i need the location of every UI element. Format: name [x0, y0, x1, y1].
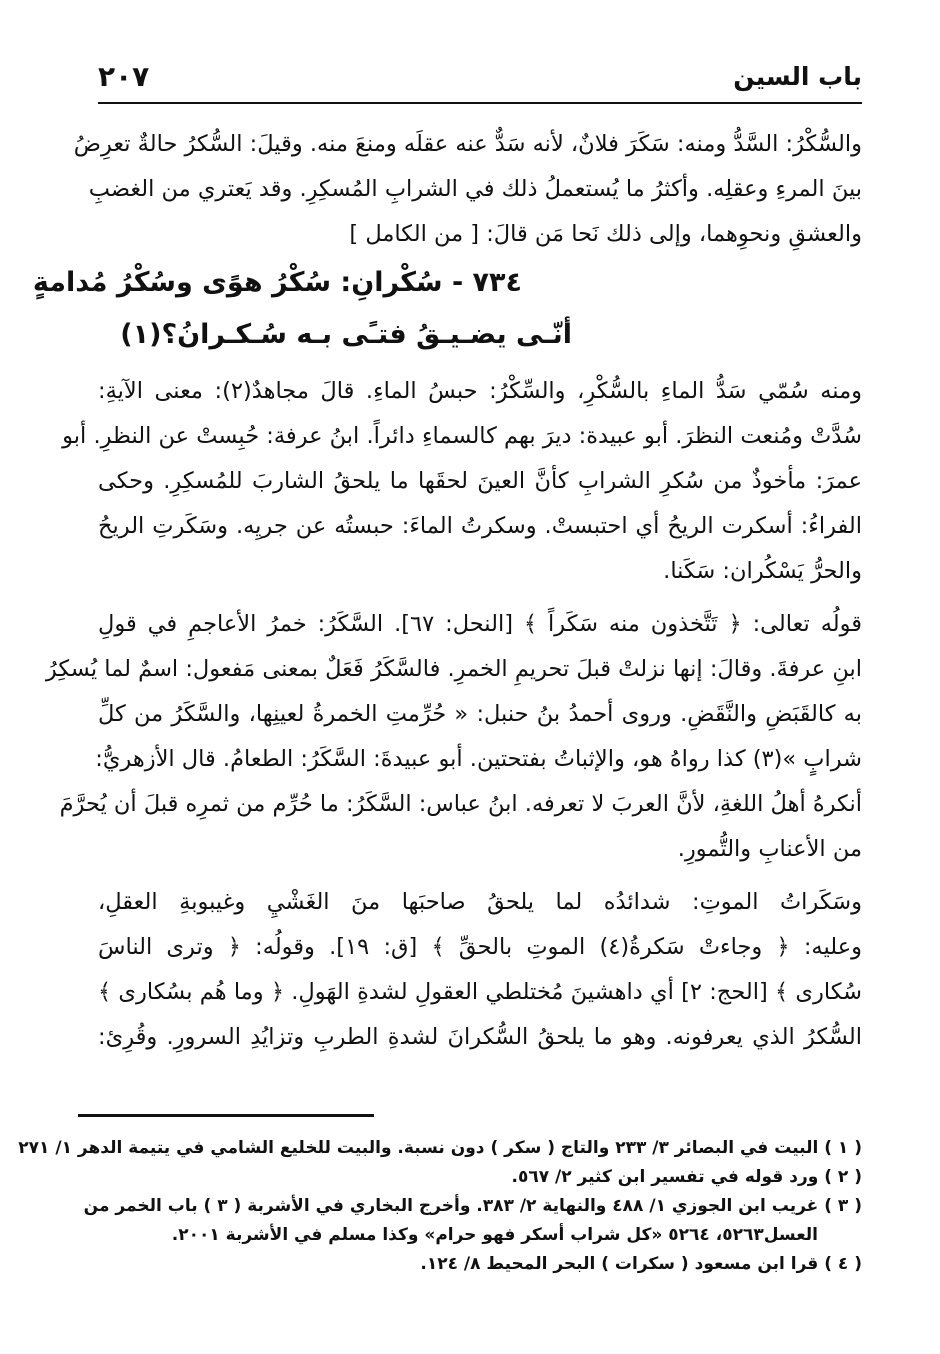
- text-line: والعشقِ ونحوِهما، وإلى ذلك نَحا مَن قالَ: [ من الكامل ]: [349, 221, 862, 247]
- text-line: ابنِ عرفةَ. وقالَ: إنها نزلتْ قبلَ تحريمِ الخمرِ. فالسَّكَرُ فَعَلٌ بمعنى مَفعول: اسمٌ لما يُسكِرُ: [45, 656, 862, 682]
- footnotes: [18, 1134, 862, 1279]
- text-line: من الأعنابِ والتُّمورِ.: [677, 836, 862, 862]
- text-line: ومنه سُمّي سَدُّ الماءِ بالسُّكْرِ، والسِّكْرُ: حبسُ الماءِ. قالَ مجاهدٌ(٢): معنى الآيةِ:: [98, 378, 862, 404]
- footnote-3: ( ٣ ) غريب ابن الجوزي ١/ ٤٨٨ والنهاية ٢/ ٣٨٣. وأخرج البخاري في الأشربة ( ٣ ) باب الخمر من: [83, 1196, 862, 1216]
- text-line: سُكارى ﴾ [الحج: ٢] أي داهشينَ مُختلطي العقولِ لشدةِ الهَولِ. ﴿ وما هُم بسُكارى ﴾: [98, 979, 862, 1005]
- text-line: شرابٍ »(٣) كذا رواهُ هو، والإثباتُ بفتحتين. أبو عبيدةَ: السَّكَرُ: الطعامُ. قال الأزهريُّ:: [95, 746, 862, 772]
- page-header: [98, 62, 862, 104]
- text-line: والحرُّ يَسْكُران: سَكَنا.: [663, 558, 862, 584]
- text-line: بينَ المرءِ وعقلِه. وأكثرُ ما يُستعملُ ذلك في الشرابِ المُسكِرِ. وقد يَعتري من الغضبِ: [88, 176, 862, 202]
- text-line: والسُّكْرُ: السَّدُّ ومنه: سَكَرَ فلانٌ، لأنه سَدٌّ عنه عقلَه ومنعَ منه. وقيلَ: السُّكرُ حالةٌ تعرِضُ: [73, 131, 862, 157]
- page-number: ٢٠٧: [98, 60, 150, 93]
- paragraph-sukr-definition: [73, 122, 862, 257]
- text-line: أنكرهُ أهلُ اللغةِ، لأنَّ العربَ لا تعرفه. ابنُ عباس: السَّكَرُ: ما حُرِّم من ثمرِه قبلَ أن يُحرَّمَ: [59, 791, 862, 817]
- footnote-3-continued: العسل٥٢٦٣، ٥٢٦٤ «كل شراب أسكر فهو حرام» وكذا مسلم في الأشربة ٢٠٠١.: [171, 1225, 818, 1245]
- footnote-1: ( ١ ) البيت في البصائر ٣/ ٢٣٣ والتاج ( سكر ) دون نسبة. والبيت للخليع الشامي في يتيمة الدهر ١/ ٢٧١: [18, 1138, 862, 1158]
- verse-line-second: أنّـى يضـيـقُ فتـًى بـه سُـكـرانُ؟(١): [120, 319, 572, 350]
- poetry-verse: [32, 257, 862, 361]
- text-line: الفراءُ: أسكرت الريحُ أي احتبستْ. وسكرتُ الماءَ: حبستُه عن جريِه. وسَكَرتِ الريحُ: [98, 513, 862, 539]
- paragraph-sakr-water: [62, 369, 862, 594]
- verse-line-first: ٧٣٤ - سُكْرانِ: سُكْرُ هوًى وسُكْرُ مُدامةٍ: [32, 267, 522, 298]
- text-line: سُدَّتْ ومُنعت النظرَ. أبو عبيدة: ديرَ بهم كالسماءِ دائراً. ابنُ عرفة: حُبِستْ عن النظرِ. أبو: [62, 423, 862, 449]
- text-line: وسَكَراتُ الموتِ: شدائدُه لما يلحقُ صاحبَها منَ الغَشْيِ وغيبوبةِ العقلِ،: [98, 889, 862, 915]
- paragraph-sakarat-death: [98, 880, 862, 1060]
- text-line: قولُه تعالى: ﴿ تَتَّخذون منه سَكَراً ﴾ [النحل: ٦٧]. السَّكَرُ: خمرُ الأعاجمِ في قولِ: [98, 611, 862, 637]
- text-line: به كالقَبَضِ والنَّقَضِ. وروى أحمدُ بنُ حنبل: « حُرِّمتِ الخمرةُ لعينِها، والسَّكَرُ من كلِّ: [98, 701, 862, 727]
- footnote-2: ( ٢ ) ورد قوله في تفسير ابن كثير ٢/ ٥٦٧.: [511, 1167, 862, 1187]
- text-line: السُّكرُ الذي يعرفونه. وهو ما يلحقُ السُّكرانَ لشدةِ الطربِ وتزايُدِ السرورِ. وقُرِئ:: [98, 1024, 862, 1050]
- text-line: وعليه: ﴿ وجاءتْ سَكرةُ(٤) الموتِ بالحقِّ ﴾ [ق: ١٩]. وقولُه: ﴿ وترى الناسَ: [98, 934, 862, 960]
- running-head: باب السين: [733, 62, 862, 91]
- footnote-4: ( ٤ ) قرا ابن مسعود ( سكرات ) البحر المحيط ٨/ ١٢٤.: [420, 1254, 862, 1274]
- paragraph-sakar-verse: [45, 602, 862, 872]
- text-line: عمرَ: مأخوذٌ من سُكرِ الشرابِ كأنَّ العينَ لحقَها ما يلحقُ الشاربَ للمُسكِرِ. وحكى: [98, 468, 862, 494]
- footnote-separator: [78, 1114, 374, 1117]
- page-body: [32, 122, 862, 1060]
